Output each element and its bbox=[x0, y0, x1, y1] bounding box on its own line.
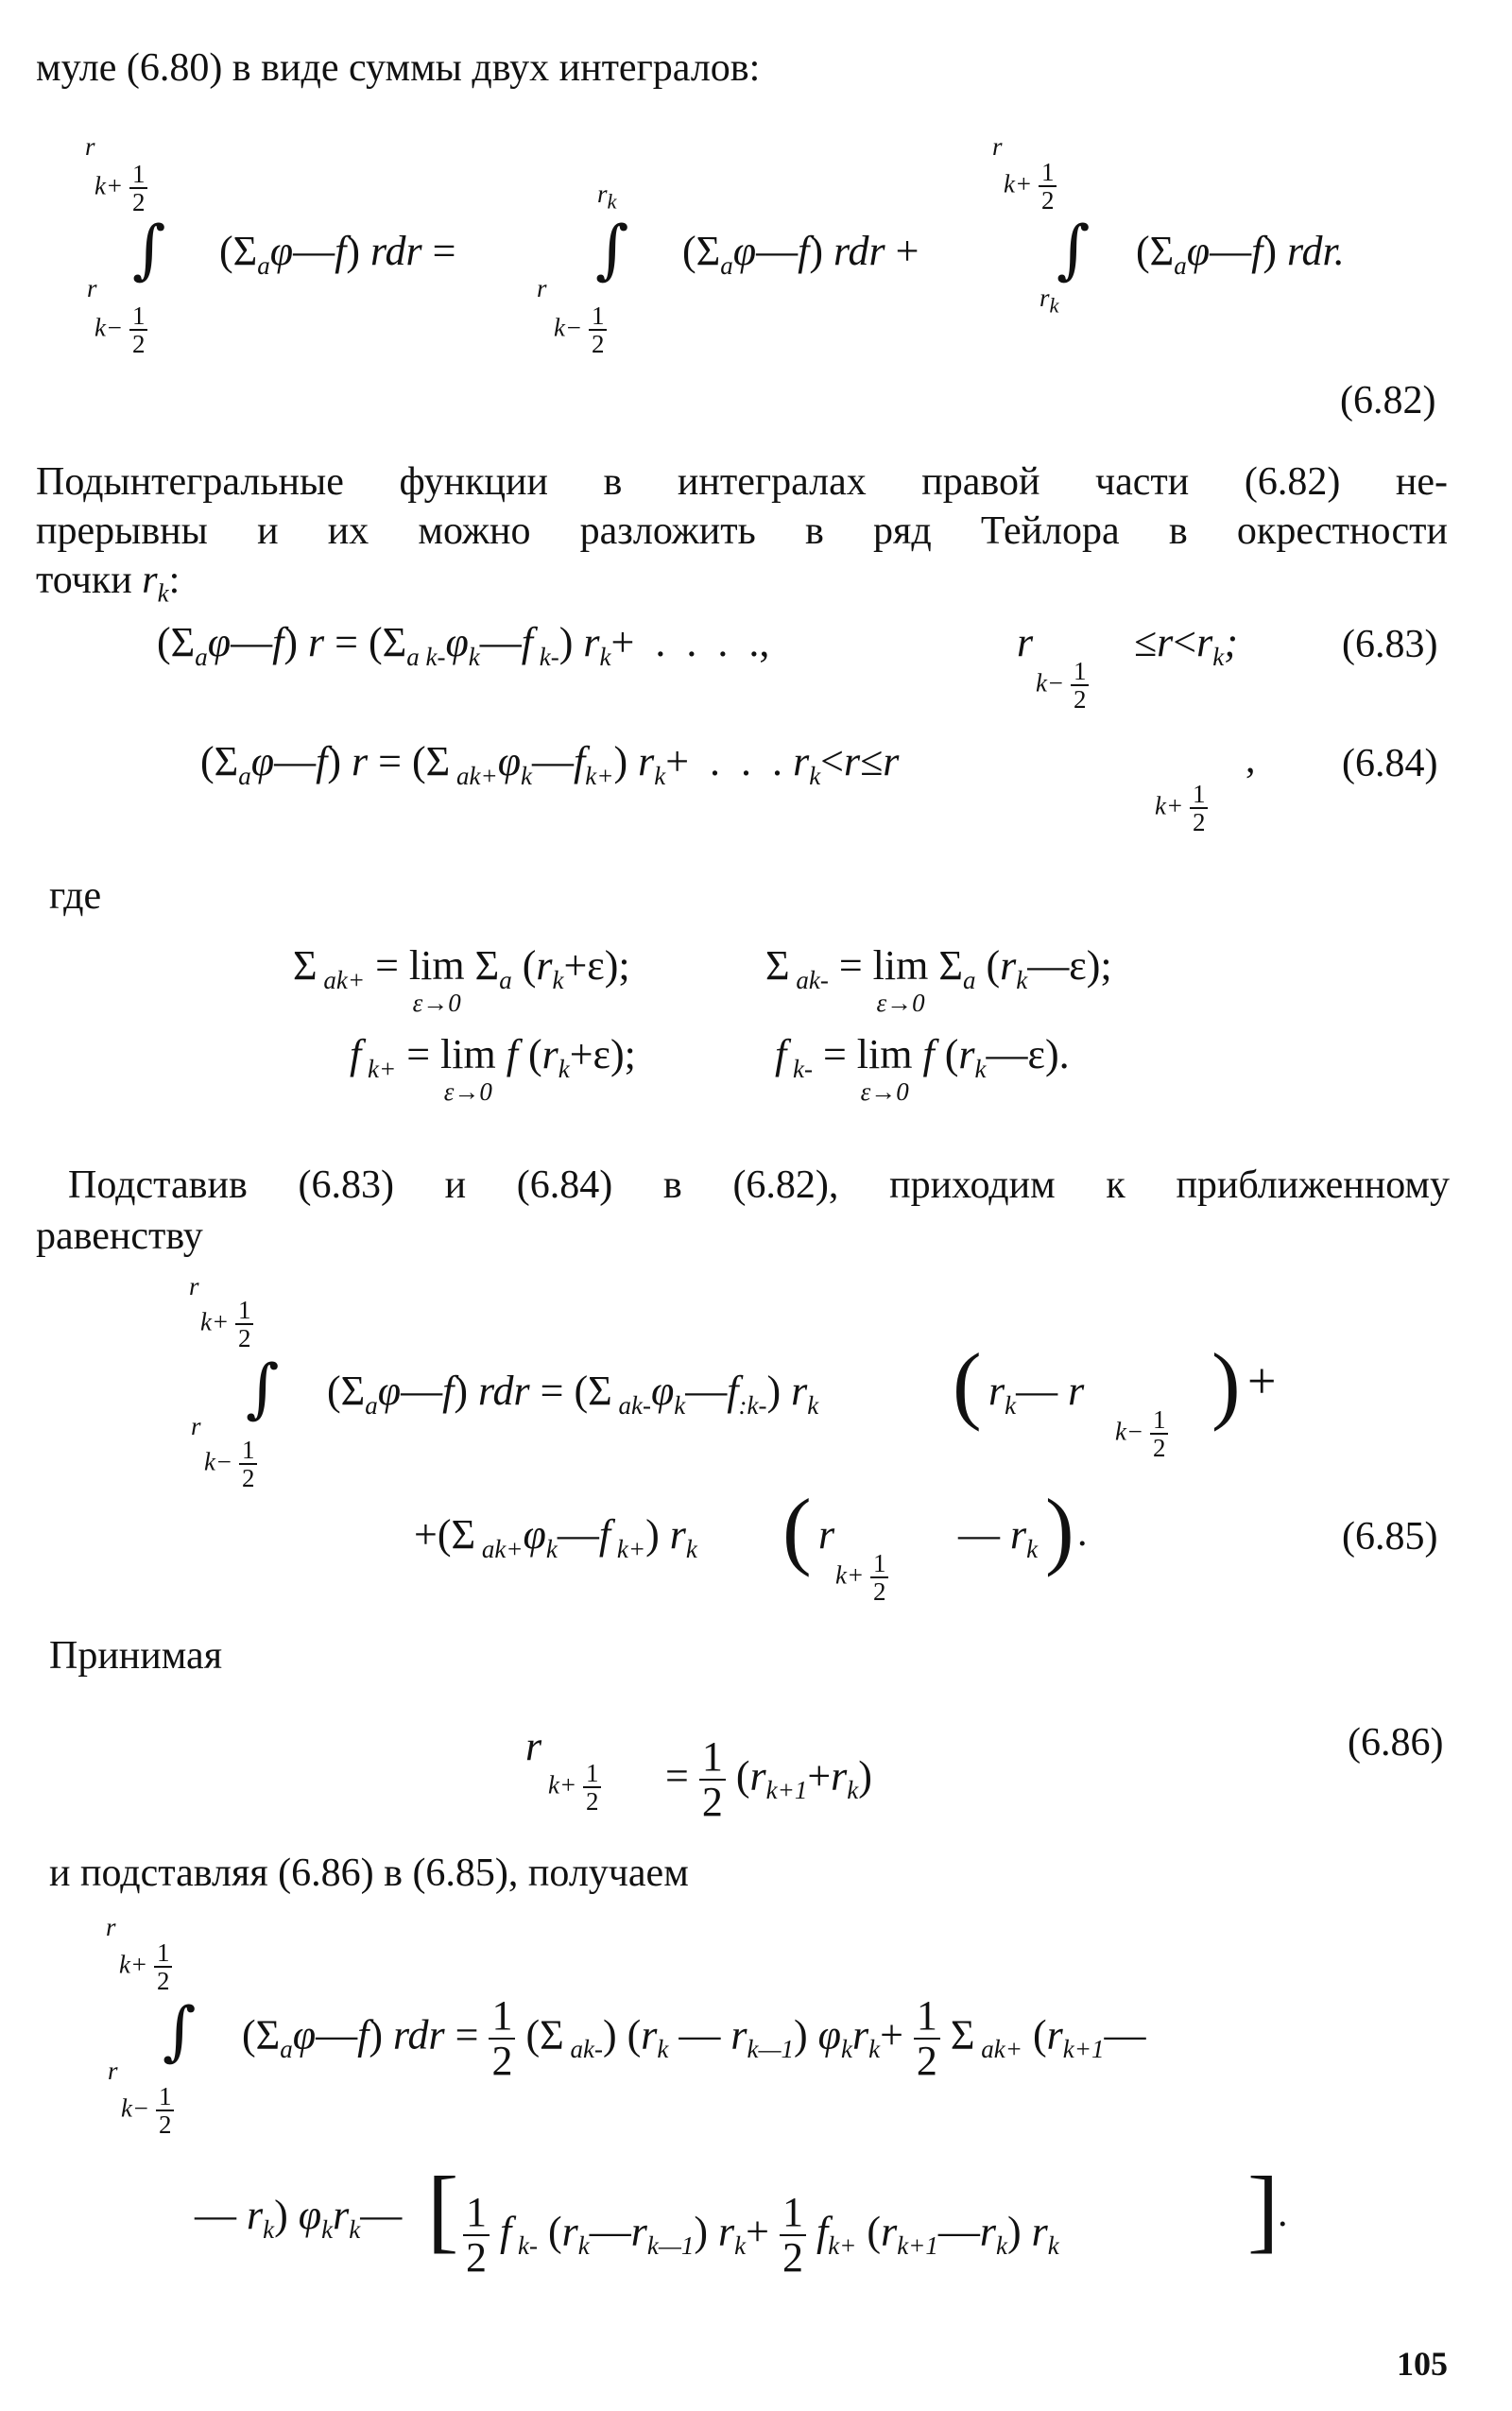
para1-line2: прерывны и их можно разложить в ряд Тейлора в окрестности bbox=[36, 509, 1448, 553]
int3-sign: ∫ bbox=[1057, 213, 1091, 287]
lim-f-plus: f $_{k+}$ = lim ε→0 f $(r_k+\varepsilon)$; bbox=[350, 1031, 636, 1106]
assuming-word: Принимая bbox=[49, 1634, 223, 1678]
int1-integrand: $(\Sigma_a\varphi—f)$ rdr = bbox=[219, 228, 456, 280]
eq-6-83-range-r: r bbox=[1017, 619, 1034, 665]
eq-label-6-85: (6.85) bbox=[1342, 1515, 1438, 1559]
page-number: 105 bbox=[1397, 2345, 1448, 2383]
eq-6-85-paren2-sub: k+ $\frac{1}{2}$ bbox=[835, 1550, 888, 1606]
final-int-sign: ∫ bbox=[163, 1994, 197, 2069]
int3-upper-limit: k+ $\frac{1}{2}$ bbox=[1004, 159, 1057, 215]
int1-upper-r: r bbox=[85, 132, 95, 161]
eq-6-85-lower-r: r bbox=[191, 1412, 201, 1440]
int1-sign: ∫ bbox=[132, 213, 166, 287]
eq-6-86-r: r bbox=[525, 1723, 542, 1769]
final-line1: $(\Sigma_a\varphi—f)$ rdr = $\frac{1}{2}$ (Σ $_{ak-}$) ($r_k$ — $r_{k—1}$) $\varphi_kr_k+$ $\frac{1}{2}$ Σ $_{ak+}$ ($r_{k+1}—$ bbox=[242, 1992, 1146, 2085]
int3-upper-r: r bbox=[992, 132, 1003, 161]
para3: и подставляя (6.86) в (6.85), получаем bbox=[49, 1851, 689, 1895]
eq-6-85-paren2-rest: — $r_k$ bbox=[958, 1511, 1039, 1563]
eq-6-83-range-sub: k− $\frac{1}{2}$ bbox=[1036, 658, 1089, 714]
eq-6-83-range-rest: $\le r<r_k$; bbox=[1134, 619, 1238, 671]
int2-lower-r: r bbox=[537, 274, 547, 302]
int1-lower-r: r bbox=[87, 274, 97, 302]
lim-sigma-minus: Σ $_{ak-}$ = lim ε→0 $\Sigma_a$ $(r_k—\varepsilon)$; bbox=[765, 942, 1112, 1017]
eq-6-85-lower-limit: k− $\frac{1}{2}$ bbox=[204, 1437, 257, 1492]
eq-6-85-int-sign: ∫ bbox=[246, 1352, 280, 1426]
intro-line: муле (6.80) в виде суммы двух интегралов: bbox=[36, 46, 761, 90]
eq-label-6-82: (6.82) bbox=[1340, 379, 1436, 422]
eq-6-84-range-sub: k+ $\frac{1}{2}$ bbox=[1155, 781, 1208, 836]
para1-line3: точки $r_k$: bbox=[36, 559, 180, 608]
eq-6-85-paren-close-2: ) bbox=[1045, 1481, 1074, 1577]
int2-lower-limit: k− $\frac{1}{2}$ bbox=[554, 302, 607, 358]
final-period: . bbox=[1278, 2192, 1288, 2235]
final-bracket-open: [ bbox=[427, 2157, 459, 2262]
eq-6-85-upper-limit: k+ $\frac{1}{2}$ bbox=[200, 1297, 253, 1352]
eq-6-85-line1: $(\Sigma_a\varphi—f)$ rdr = (Σ $_{ak-}\varphi_k—f_{:k-}$) $r_k$ bbox=[327, 1368, 819, 1420]
eq-6-86-sub: k+ $\frac{1}{2}$ bbox=[548, 1760, 601, 1816]
int1-lower-limit: k− $\frac{1}{2}$ bbox=[94, 302, 147, 358]
eq-6-83-body: $(\Sigma_a\varphi—f) r$ = ($\Sigma_{a k-}\varphi_k—f$ $_{k-}$) $r_k+$ . . . ., bbox=[157, 619, 770, 671]
eq-6-84-comma: , bbox=[1246, 738, 1256, 782]
para1-line3-text: точки bbox=[36, 559, 132, 602]
lim-sigma-plus: Σ $_{ak+}$ = lim ε→0 $\Sigma_a$ $(r_k+\varepsilon)$; bbox=[293, 942, 630, 1017]
where-word: где bbox=[49, 874, 102, 918]
final-upper-r: r bbox=[106, 1913, 116, 1941]
lim-f-minus: f $_{k-}$ = lim ε→0 f $(r_k—\varepsilon)$. bbox=[775, 1031, 1070, 1106]
int2-upper-limit: $r_k$ bbox=[597, 180, 617, 214]
para1-line1: Подынтегральные функции в интегралах правой части (6.82) не- bbox=[36, 460, 1448, 504]
int2-sign: ∫ bbox=[595, 213, 629, 287]
eq-6-85-paren1-sub: k− $\frac{1}{2}$ bbox=[1115, 1406, 1168, 1462]
final-line2: — $r_k$) $\varphi_kr_k—$ bbox=[195, 2192, 403, 2244]
para2-line1: Подставив (6.83) и (6.84) в (6.82), приходим к приближенному bbox=[68, 1163, 1450, 1207]
eq-label-6-84: (6.84) bbox=[1342, 742, 1438, 785]
eq-6-84-body: $(\Sigma_a\varphi—f) r = (\Sigma$ $_{ak+}\varphi_k—f_{k+}$) $r_k+$ . . . $r_k<r\le r$ bbox=[200, 738, 900, 790]
eq-6-85-plus: + bbox=[1247, 1352, 1277, 1409]
eq-6-86-rhs: = $\frac{1}{2}$ $(r_{k+1}+r_k)$ bbox=[665, 1733, 872, 1826]
int3-lower-limit: $r_k$ bbox=[1040, 284, 1059, 318]
para2-line2: равенству bbox=[36, 1214, 203, 1258]
final-bracket-close: ] bbox=[1247, 2157, 1280, 2262]
eq-label-6-86: (6.86) bbox=[1348, 1721, 1444, 1765]
eq-6-85-paren-open-2: ( bbox=[782, 1481, 812, 1577]
int3-integrand: $(\Sigma_a\varphi—f)$ rdr. bbox=[1136, 228, 1345, 280]
eq-6-85-line2: +(Σ $_{ak+}\varphi_k—f$ $_{k+}$) $r_k$ bbox=[414, 1511, 697, 1563]
eq-6-85-period: . bbox=[1077, 1511, 1088, 1555]
final-bracket-content: $\frac{1}{2}$ f $_{k-}$ $(r_k—r_{k—1})$ $r_k+$ $\frac{1}{2}$ $f_{k+}$ $(r_{k+1}—r_k)$ $r_k$ bbox=[463, 2191, 1059, 2280]
final-lower-r: r bbox=[108, 2057, 118, 2085]
final-lower-limit: k− $\frac{1}{2}$ bbox=[121, 2083, 174, 2139]
eq-6-85-paren-open-1: ( bbox=[953, 1335, 982, 1432]
eq-6-85-paren1-content: $r_k—$ r bbox=[988, 1368, 1085, 1420]
int2-integrand: $(\Sigma_a\varphi—f)$ rdr + bbox=[682, 228, 919, 280]
final-upper-limit: k+ $\frac{1}{2}$ bbox=[119, 1939, 172, 1995]
eq-label-6-83: (6.83) bbox=[1342, 623, 1438, 666]
eq-6-85-upper-r: r bbox=[189, 1272, 199, 1300]
eq-6-85-paren2-r: r bbox=[818, 1511, 835, 1558]
eq-6-85-paren-close-1: ) bbox=[1211, 1335, 1241, 1432]
int1-upper-limit: k+ $\frac{1}{2}$ bbox=[94, 161, 147, 216]
